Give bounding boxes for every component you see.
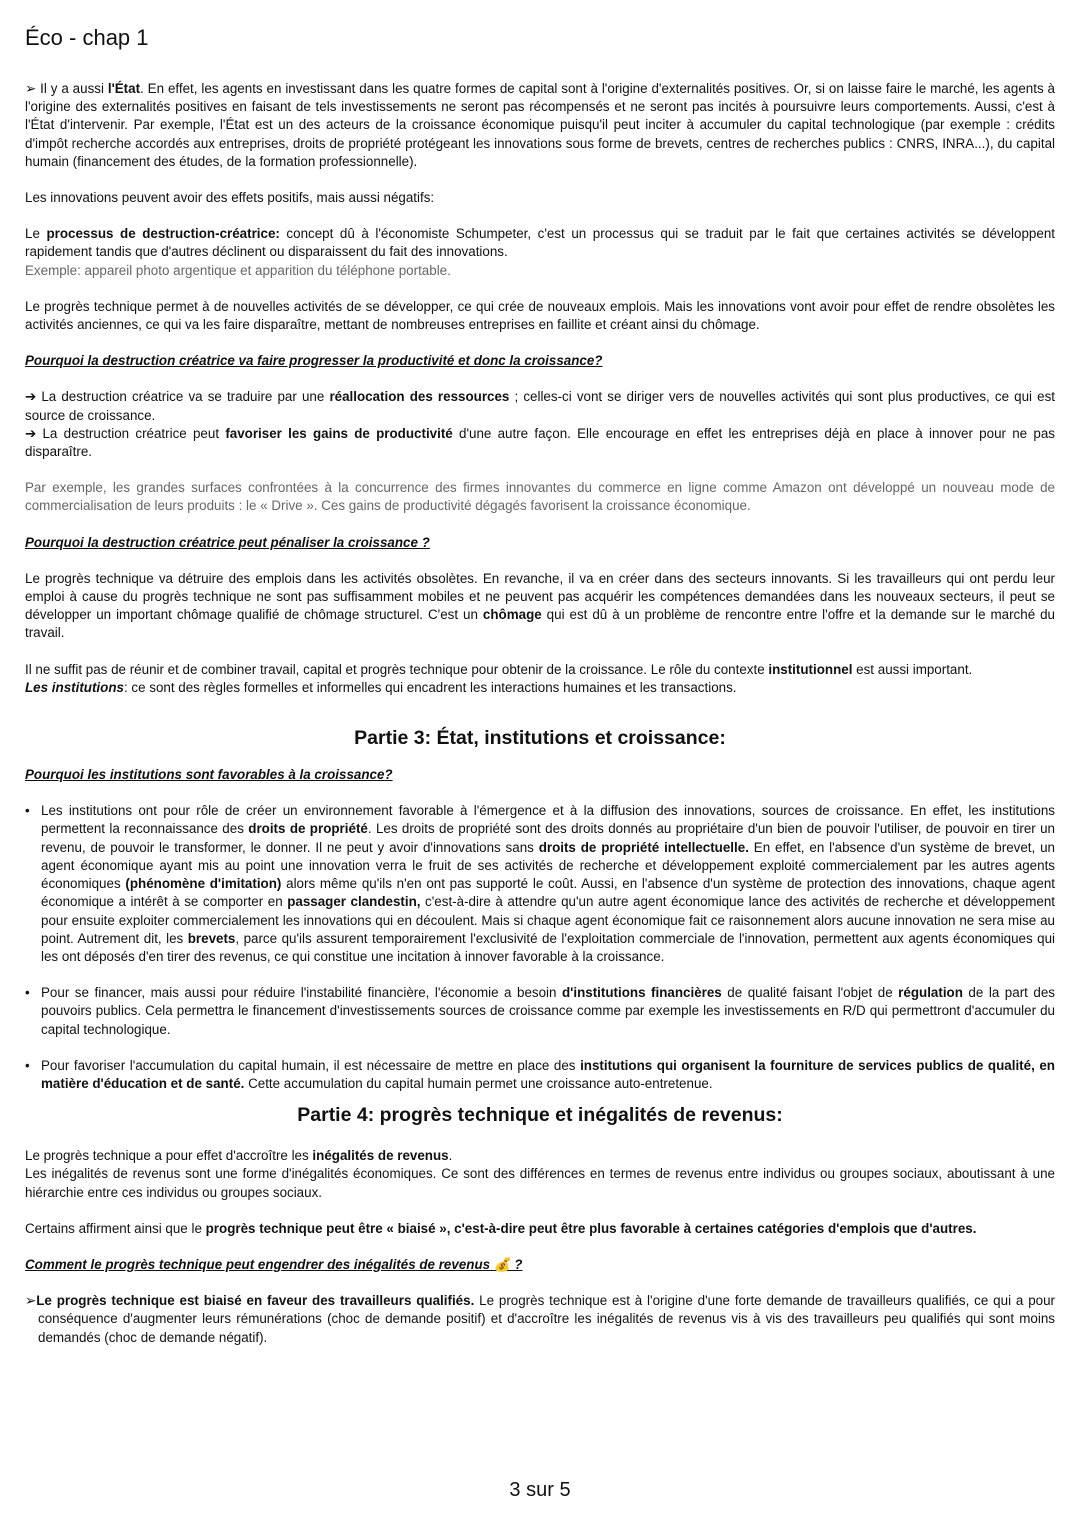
text: Le progrès technique va détruire des emplois dans les activités obsolètes. En revanche, il va en créer dans des secteurs innovants. Si les travailleurs qui ont perdu leur emploi à cause du progrès technique ne sont pas suffisamment mobiles et ne peuvent pas acquérir les compétences demandées dans les nouveaux secteurs, il peut se développer un important chômage qualifié de chômage structurel. C'est un: [25, 570, 1055, 623]
text: Le: [25, 226, 47, 242]
arrow-point: ➢Le progrès technique est biaisé en faveur des travailleurs qualifiés. Le progrès technique est à l'origine d'une forte demande de travailleurs qualifiés, ce qui a pour conséquence d'augmenter leurs rémunérations (choc de demande positif) et d'accroître les inégalités de revenus vis à vis des travailleurs peu qualifiés qui sont moins demandés (choc de demande négatif).: [25, 1293, 1055, 1345]
definition-institutions: [25, 679, 1055, 697]
text: : ce sont des règles formelles et informelles qui encadrent les interactions humaines et les transactions.: [123, 679, 737, 695]
bold-term: l'État: [107, 81, 141, 96]
text: ➔ La destruction créatrice va se traduire par une: [25, 389, 330, 405]
page-number: 3 sur 5: [509, 1479, 571, 1501]
paragraph-progres: Le progrès technique permet à de nouvelles activités de se développer, ce qui crée de nouveaux emplois. Mais les innovations vont avoir pour effet de rendre obsolètes les activités anciennes, ce qui va les faire disparaître, mettant de nombreuses entreprises en faillite et créant ainsi du chômage.: [25, 298, 1055, 333]
text: d'une autre façon. Elle encourage en effet les entreprises déjà en place à innover pour ne pas disparaître.: [25, 425, 1055, 460]
paragraph-biaise: Certains affirment ainsi que le progrès technique peut être « biaisé », c'est-à-dire peut être plus favorable à certaines catégories d'emplois que d'autres.: [25, 1220, 977, 1236]
paragraph-innovations: Les innovations peuvent avoir des effets positifs, mais aussi négatifs:: [25, 190, 435, 206]
text: ➔ La destruction créatrice peut: [25, 425, 226, 441]
example-text: Par exemple, les grandes surfaces confrontées à la concurrence des firmes innovantes du commerce en ligne comme Amazon ont développé un nouveau mode de commercialisation de leurs produits : le « Drive ». Ces gains de productivité dégagés favorisent la croissance économique.: [25, 480, 1055, 514]
paragraph-inegalites: Le progrès technique a pour effet d'accroître les inégalités de revenus.: [25, 1148, 453, 1164]
text: . En effet, les agents en investissant dans les quatre formes de capital sont à l'origine d'externalités positives. Or, si on laisse faire le marché, les agents à l'origine des externalités positives en faisant de tels investissements ne seront pas récompensés et ne seront pas incités à poursuivre leurs comportements. Aussi, c'est à l'État d'intervenir. Par exemple, l'État est un des acteurs de la croissance économique puisqu'il peut inciter à accumuler du capital technologique (par exemple : crédits d'impôt recherche accordés aux entreprises, droits de propriété protégeant les innovations sous forme de brevets, centres de recherches publics : CNRS, INRA...), du capital humain (financement des études, de la formation professionnelle).: [25, 81, 1055, 169]
text: Il ne suffit pas de réunir et de combiner travail, capital et progrès technique pour obtenir de la croissance. Le rôle du contexte: [25, 661, 769, 677]
text: est aussi important.: [852, 661, 973, 677]
text: ; celles-ci vont se diriger vers de nouvelles activités qui sont plus productives, ce qui est source de croissance.: [25, 389, 1055, 423]
paragraph-destruction-creatrice: [25, 225, 1055, 261]
document-body: [25, 80, 1055, 1347]
paragraph-etat: [25, 80, 1055, 171]
section-heading-part4: Partie 4: progrès technique et inégalités de revenus:: [297, 1104, 783, 1127]
question-heading: Pourquoi la destruction créatrice peut pénaliser la croissance ?: [25, 534, 430, 550]
question-heading: Pourquoi la destruction créatrice va faire progresser la productivité et donc la croissance?: [25, 353, 603, 369]
paragraph-definition: Les inégalités de revenus sont une forme d'inégalités économiques. Ce sont des différences en termes de revenus entre individus ou groupes sociaux, aboutissant à une hiérarchie entre ces individus ou groupes sociaux.: [25, 1166, 1055, 1200]
question-heading: Pourquoi les institutions sont favorables à la croissance?: [25, 767, 393, 783]
bold-term: chômage: [482, 607, 542, 623]
list-item: • Pour favoriser l'accumulation du capital humain, il est nécessaire de mettre en place des institutions qui organisent la fourniture de services publics de qualité, en matière d'éducation et de santé. Cette accumulation du capital humain permet une croissance auto-entretenue.: [25, 1057, 1055, 1093]
bold-term: réallocation des ressources: [329, 389, 510, 405]
example-text: Exemple: appareil photo argentique et apparition du téléphone portable.: [25, 262, 451, 278]
paragraph-chomage: [25, 570, 1055, 643]
text: concept dû à l'économiste Schumpeter, c'est un processus qui se traduit par le fait que certaines activités se développent rapidement tandis que d'autres déclinent ou disparaissent du fait des innovations.: [25, 226, 1055, 260]
bold-term: Les institutions: [25, 679, 124, 695]
question-heading: Comment le progrès technique peut engendrer des inégalités de revenus 💰 ?: [25, 1256, 523, 1272]
section-heading-part3: Partie 3: État, institutions et croissance:: [354, 727, 726, 750]
arrow-point: [25, 388, 1055, 424]
text: ➢ Il y a aussi: [25, 81, 108, 96]
document-title: Éco - chap 1: [25, 25, 149, 50]
arrow-point: [25, 425, 1055, 461]
bold-term: favoriser les gains de productivité: [225, 425, 453, 441]
text: qui est dû à un problème de rencontre entre l'offre et la demande sur le marché du travail.: [25, 607, 1056, 641]
list-item: • Pour se financer, mais aussi pour réduire l'instabilité financière, l'économie a besoin d'institutions financières de qualité faisant l'objet de régulation de la part des pouvoirs publics. Cela permettra le financement d'investissements sources de croissance comme par exemple les investissements en R/D qui permettront d'accumuler du capital technologique.: [25, 984, 1055, 1039]
paragraph-institutions: [25, 661, 1055, 679]
money-bag-icon: 💰: [493, 1256, 511, 1272]
bullet-list: [25, 802, 1055, 1093]
list-item: • Les institutions ont pour rôle de créer un environnement favorable à l'émergence et à la diffusion des innovations, sources de croissance. En effet, les institutions permettent la reconnaissance des droits de propriété. Les droits de propriété sont des droits donnés au propriétaire d'un bien de pouvoir l'utiliser, de pouvoir en tirer un revenu, de pouvoir le transformer, le donner. Il ne peut y avoir d'innovations sans droits de propriété intellectuelle. En effet, en l'absence d'un système de brevet, un agent économique ayant mis au point une innovation verra le fruit de ses activités de recherche et développement exploité commercialement par les autres agents économiques (phénomène d'imitation) alors même qu'ils n'en ont pas supporté le coût. Aussi, en l'absence d'un système de protection des innovations, chaque agent économique a intérêt à se comporter en passager clandestin, c'est-à-dire à attendre qu'un autre agent économique lance des activités de recherche et développement pour ensuite exploiter commercialement les innovations qui en découlent. Mais si chaque agent économique fait ce raisonnement alors aucune innovation ne sera mise au point. Autrement dit, les brevets, parce qu'ils assurent temporairement l'exclusivité de l'exploitation commerciale de l'innovation, permettent aux agents économiques qui les ont déposés d'en tirer des revenus, ce qui constitue une incitation à innover favorable à la croissance.: [25, 802, 1055, 966]
bold-term: processus de destruction-créatrice:: [46, 226, 280, 242]
bold-term: institutionnel: [768, 661, 853, 677]
